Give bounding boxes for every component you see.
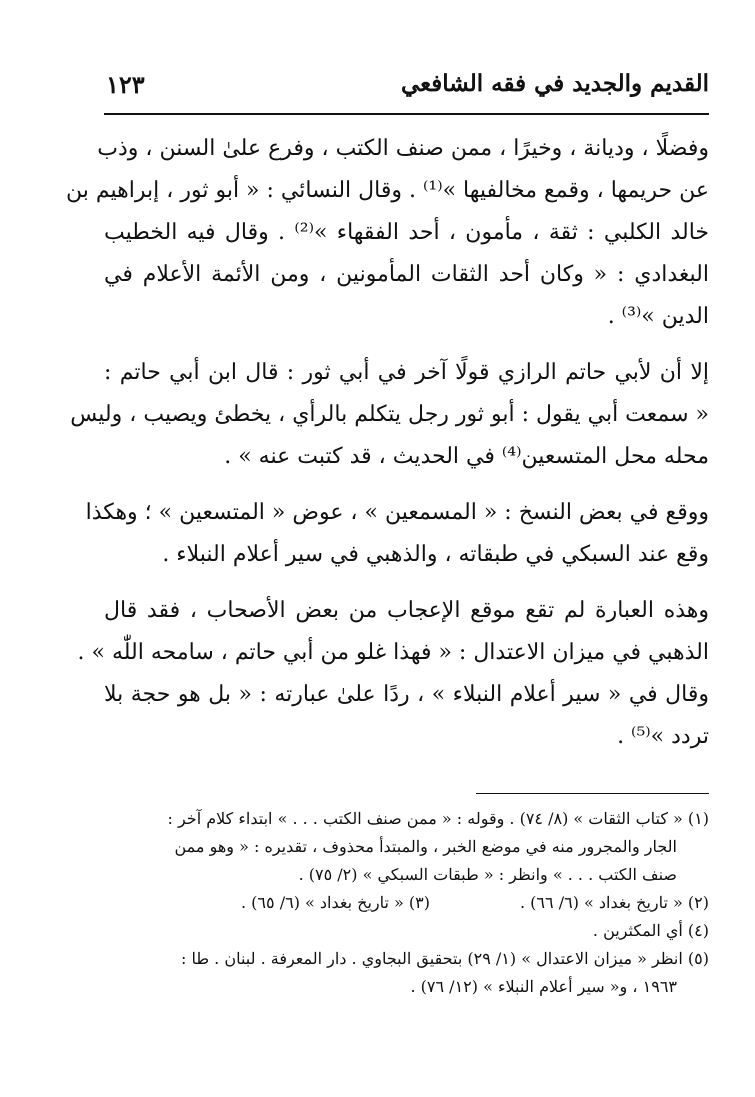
footnote-5: (٥) انظر « ميزان الاعتدال » (١/ ٢٩) بتحقيق البجاوي . دار المعرفة . لبنان . طا : <box>180 949 709 968</box>
footnote-1-continued: صنف الكتب . . . » وانظر : « طبقات السبكي » (٢/ ٧٥) . <box>298 865 677 884</box>
header-rule <box>104 113 709 115</box>
text-line: وفضلًا ، وديانة ، وخيرًا ، ممن صنف الكتب ، وفرع علىٰ السنن ، وذب <box>97 136 709 161</box>
text-line: ووقع في بعض النسخ : « المسمعين » ، عوض « المتسعين » ؛ وهكذا <box>85 500 709 525</box>
text-line: وهذه العبارة لم تقع موقع الإعجاب من بعض الأصحاب ، فقد قال <box>104 598 709 623</box>
text-line: البغدادي : « وكان أحد الثقات المأمونين ، ومن الأئمة الأعلام في <box>104 262 709 287</box>
footnote-4: (٤) أي المكثرين . <box>592 921 709 940</box>
footnote-rule <box>476 793 709 794</box>
text-line: تردد »⁽⁵⁾ . <box>617 724 709 749</box>
footnote-1: (١) « كتاب الثقات » (٨/ ٧٤) . وقوله : « ممن صنف الكتب . . . » ابتداء كلام آخر : <box>167 809 709 828</box>
text-line: وقع عند السبكي في طبقاته ، والذهبي في سير أعلام النبلاء . <box>162 542 709 567</box>
page-number: ١٢٣ <box>106 70 145 99</box>
running-title: القديم والجديد في فقه الشافعي <box>400 70 709 97</box>
footnotes <box>104 805 709 1001</box>
text-line: عن حريمها ، وقمع مخالفيها »⁽¹⁾ . وقال النسائي : « أبو ثور ، إبراهيم بن <box>66 178 709 203</box>
paragraph-gap <box>104 576 709 590</box>
paragraph-gap <box>104 338 709 352</box>
text-line: محله محل المتسعين⁽⁴⁾ في الحديث ، قد كتبت عنه » . <box>224 444 709 469</box>
text-line: وقال في « سير أعلام النبلاء » ، ردًا علىٰ عبارته : « بل هو حجة بلا <box>104 682 709 707</box>
text-line: إلا أن لأبي حاتم الرازي قولًا آخر في أبي ثور : قال ابن أبي حاتم : <box>104 360 709 385</box>
main-text <box>66 128 709 758</box>
footnote-row-2-3 <box>104 889 709 917</box>
text-line: الذهبي في ميزان الاعتدال : « فهذا غلو من أبي حاتم ، سامحه اللّٰه » . <box>77 640 709 665</box>
footnote-5-continued: ١٩٦٣ ، و« سير أعلام النبلاء » (١٢/ ٧٦) . <box>410 977 677 996</box>
text-line: خالد الكلبي : ثقة ، مأمون ، أحد الفقهاء »⁽²⁾ . وقال فيه الخطيب <box>104 220 709 245</box>
paragraph-gap <box>104 478 709 492</box>
text-line: الدين »⁽³⁾ . <box>607 304 709 329</box>
footnote-2: (٢) « تاريخ بغداد » (٦/ ٦٦) . <box>520 893 709 912</box>
footnote-3: (٣) « تاريخ بغداد » (٦/ ٦٥) . <box>241 893 430 912</box>
page-header <box>104 62 709 112</box>
text-line: « سمعت أبي يقول : أبو ثور رجل يتكلم بالرأي ، يخطئ ويصيب ، وليس <box>70 402 709 427</box>
footnote-1-continued: الجار والمجرور منه في موضع الخبر ، والمبتدأ محذوف ، تقديره : « وهو ممن <box>174 837 677 856</box>
